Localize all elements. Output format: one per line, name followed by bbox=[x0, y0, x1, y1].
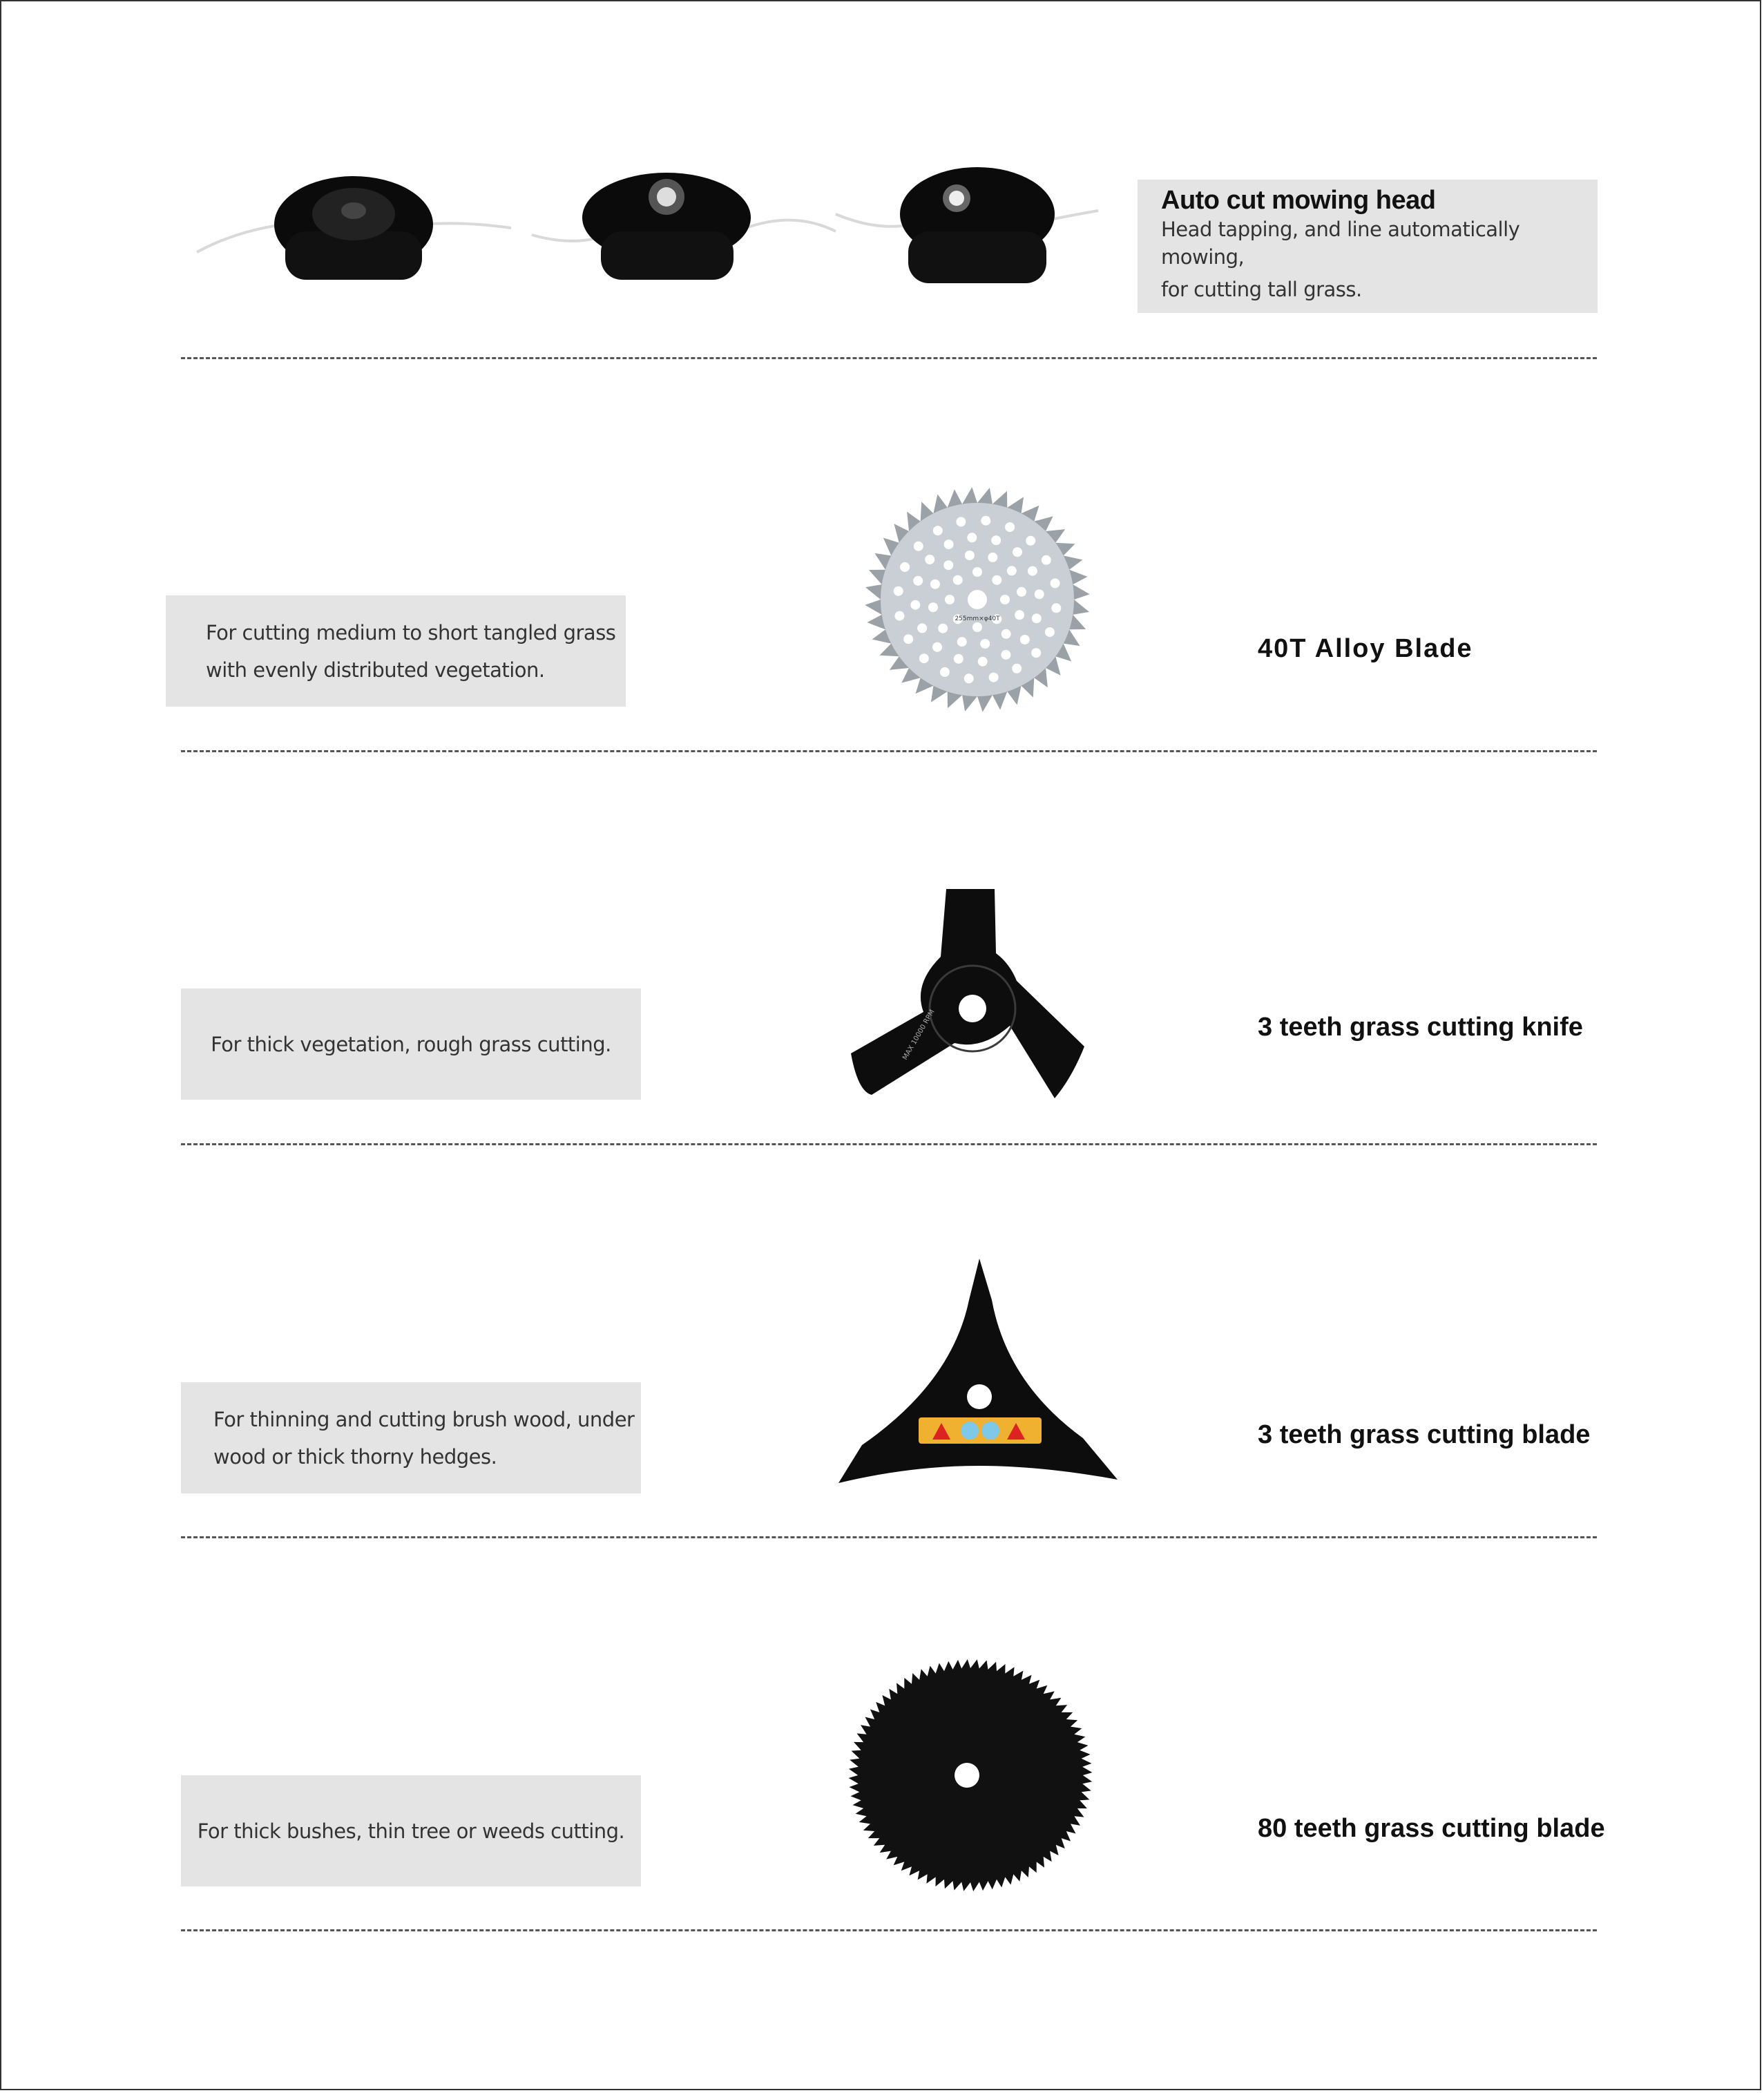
blade-vent-hole bbox=[940, 667, 950, 677]
blade-vent-hole bbox=[1031, 648, 1041, 658]
blade-vent-hole bbox=[972, 622, 982, 632]
blade-vent-hole bbox=[928, 602, 938, 612]
blade-vent-hole bbox=[894, 586, 903, 596]
blade-vent-hole bbox=[1001, 650, 1010, 660]
blade-vent-hole bbox=[1042, 555, 1051, 565]
blade-vent-hole bbox=[943, 560, 953, 570]
blade-vent-hole bbox=[900, 562, 910, 572]
blade-vent-hole bbox=[932, 642, 942, 652]
blade-vent-hole bbox=[957, 637, 967, 647]
row-divider bbox=[181, 1536, 1597, 1538]
blade-vent-hole bbox=[903, 634, 913, 644]
blade-vent-hole bbox=[978, 657, 988, 667]
blade-vent-hole bbox=[1001, 629, 1011, 639]
blade-vent-hole bbox=[1045, 627, 1055, 637]
svg-text:MAX 10000 RPM: MAX 10000 RPM bbox=[901, 1008, 937, 1062]
blade-vent-hole bbox=[1020, 635, 1030, 644]
product-description-box bbox=[166, 595, 626, 707]
product-name: 40T Alloy Blade bbox=[1258, 634, 1473, 663]
trimmer-head-icon bbox=[193, 155, 1091, 314]
blade-vent-hole bbox=[1051, 578, 1060, 588]
blade-vent-hole bbox=[1013, 547, 1022, 557]
blade-vent-hole bbox=[972, 567, 982, 577]
blade-vent-hole bbox=[1028, 566, 1037, 576]
three-teeth-blade-icon bbox=[834, 1259, 1118, 1483]
product-description-line: For cutting medium to short tangled grass bbox=[206, 620, 616, 644]
blade-vent-hole bbox=[967, 533, 977, 542]
blade-vent-hole bbox=[1012, 664, 1022, 673]
blade-vent-hole bbox=[1032, 613, 1042, 623]
blade-vent-hole bbox=[933, 526, 943, 535]
product-description-line: For thick vegetation, rough grass cutting. bbox=[211, 1032, 611, 1056]
blade-vent-hole bbox=[1005, 522, 1015, 532]
blade-vent-hole bbox=[1035, 589, 1044, 599]
product-description-box bbox=[181, 1382, 641, 1493]
blade-vent-hole bbox=[953, 575, 963, 585]
blade-vent-hole bbox=[992, 575, 1001, 585]
product-name: Auto cut mowing head bbox=[1161, 185, 1436, 215]
blade-vent-hole bbox=[917, 623, 927, 633]
product-description-box bbox=[181, 988, 641, 1100]
blade-arbor-hole bbox=[968, 590, 987, 609]
blade-print: 255mm×φ40T bbox=[955, 615, 1000, 622]
blade-vent-hole bbox=[989, 673, 999, 682]
blade-vent-hole bbox=[944, 539, 954, 549]
blade-vent-hole bbox=[913, 576, 923, 586]
blade-vent-hole bbox=[938, 624, 948, 633]
product-description-line: for cutting tall grass. bbox=[1161, 277, 1362, 301]
blade-vent-hole bbox=[988, 553, 997, 562]
product-description-line: For thick bushes, thin tree or weeds cutting. bbox=[197, 1819, 625, 1843]
product-description-line: Head tapping, and line automatically mowing, bbox=[1161, 217, 1520, 269]
blade-vent-hole bbox=[1000, 595, 1010, 604]
alloy-saw-blade-icon bbox=[863, 486, 1091, 714]
row-divider bbox=[181, 1143, 1597, 1145]
blade-arbor-hole bbox=[955, 1763, 979, 1788]
row-divider bbox=[181, 750, 1597, 752]
blade-vent-hole bbox=[945, 595, 955, 604]
blade-vent-hole bbox=[1015, 610, 1024, 620]
blade-vent-hole bbox=[910, 600, 920, 610]
blade-vent-hole bbox=[954, 654, 964, 664]
product-description-box bbox=[181, 1775, 641, 1886]
product-description-line: wood or thick thorny hedges. bbox=[213, 1444, 497, 1469]
row-divider bbox=[181, 357, 1597, 359]
product-name: 3 teeth grass cutting blade bbox=[1258, 1420, 1591, 1449]
blade-vent-hole bbox=[894, 611, 904, 621]
blade-vent-hole bbox=[919, 653, 929, 663]
product-name: 80 teeth grass cutting blade bbox=[1258, 1814, 1605, 1843]
blade-vent-hole bbox=[914, 542, 923, 551]
blade-vent-hole bbox=[1051, 603, 1061, 613]
blade-vent-hole bbox=[956, 517, 966, 526]
product-description-box bbox=[1138, 180, 1598, 313]
blade-vent-hole bbox=[981, 516, 990, 526]
blade-vent-hole bbox=[925, 555, 934, 564]
blade-vent-hole bbox=[930, 580, 940, 589]
blade-vent-hole bbox=[980, 639, 990, 649]
three-teeth-knife-icon bbox=[844, 888, 1100, 1098]
blade-vent-hole bbox=[1026, 536, 1035, 546]
eighty-teeth-blade-icon bbox=[850, 1661, 1091, 1889]
blade-vent-hole bbox=[1017, 587, 1026, 597]
blade-vent-hole bbox=[1007, 566, 1017, 575]
blade-vent-hole bbox=[964, 673, 974, 683]
blade-vent-hole bbox=[965, 551, 975, 560]
product-description-line: with evenly distributed vegetation. bbox=[206, 658, 545, 682]
product-name: 3 teeth grass cutting knife bbox=[1258, 1013, 1583, 1042]
blade-vent-hole bbox=[991, 535, 1001, 545]
product-description-line: For thinning and cutting brush wood, under bbox=[213, 1407, 635, 1431]
row-divider bbox=[181, 1929, 1597, 1931]
